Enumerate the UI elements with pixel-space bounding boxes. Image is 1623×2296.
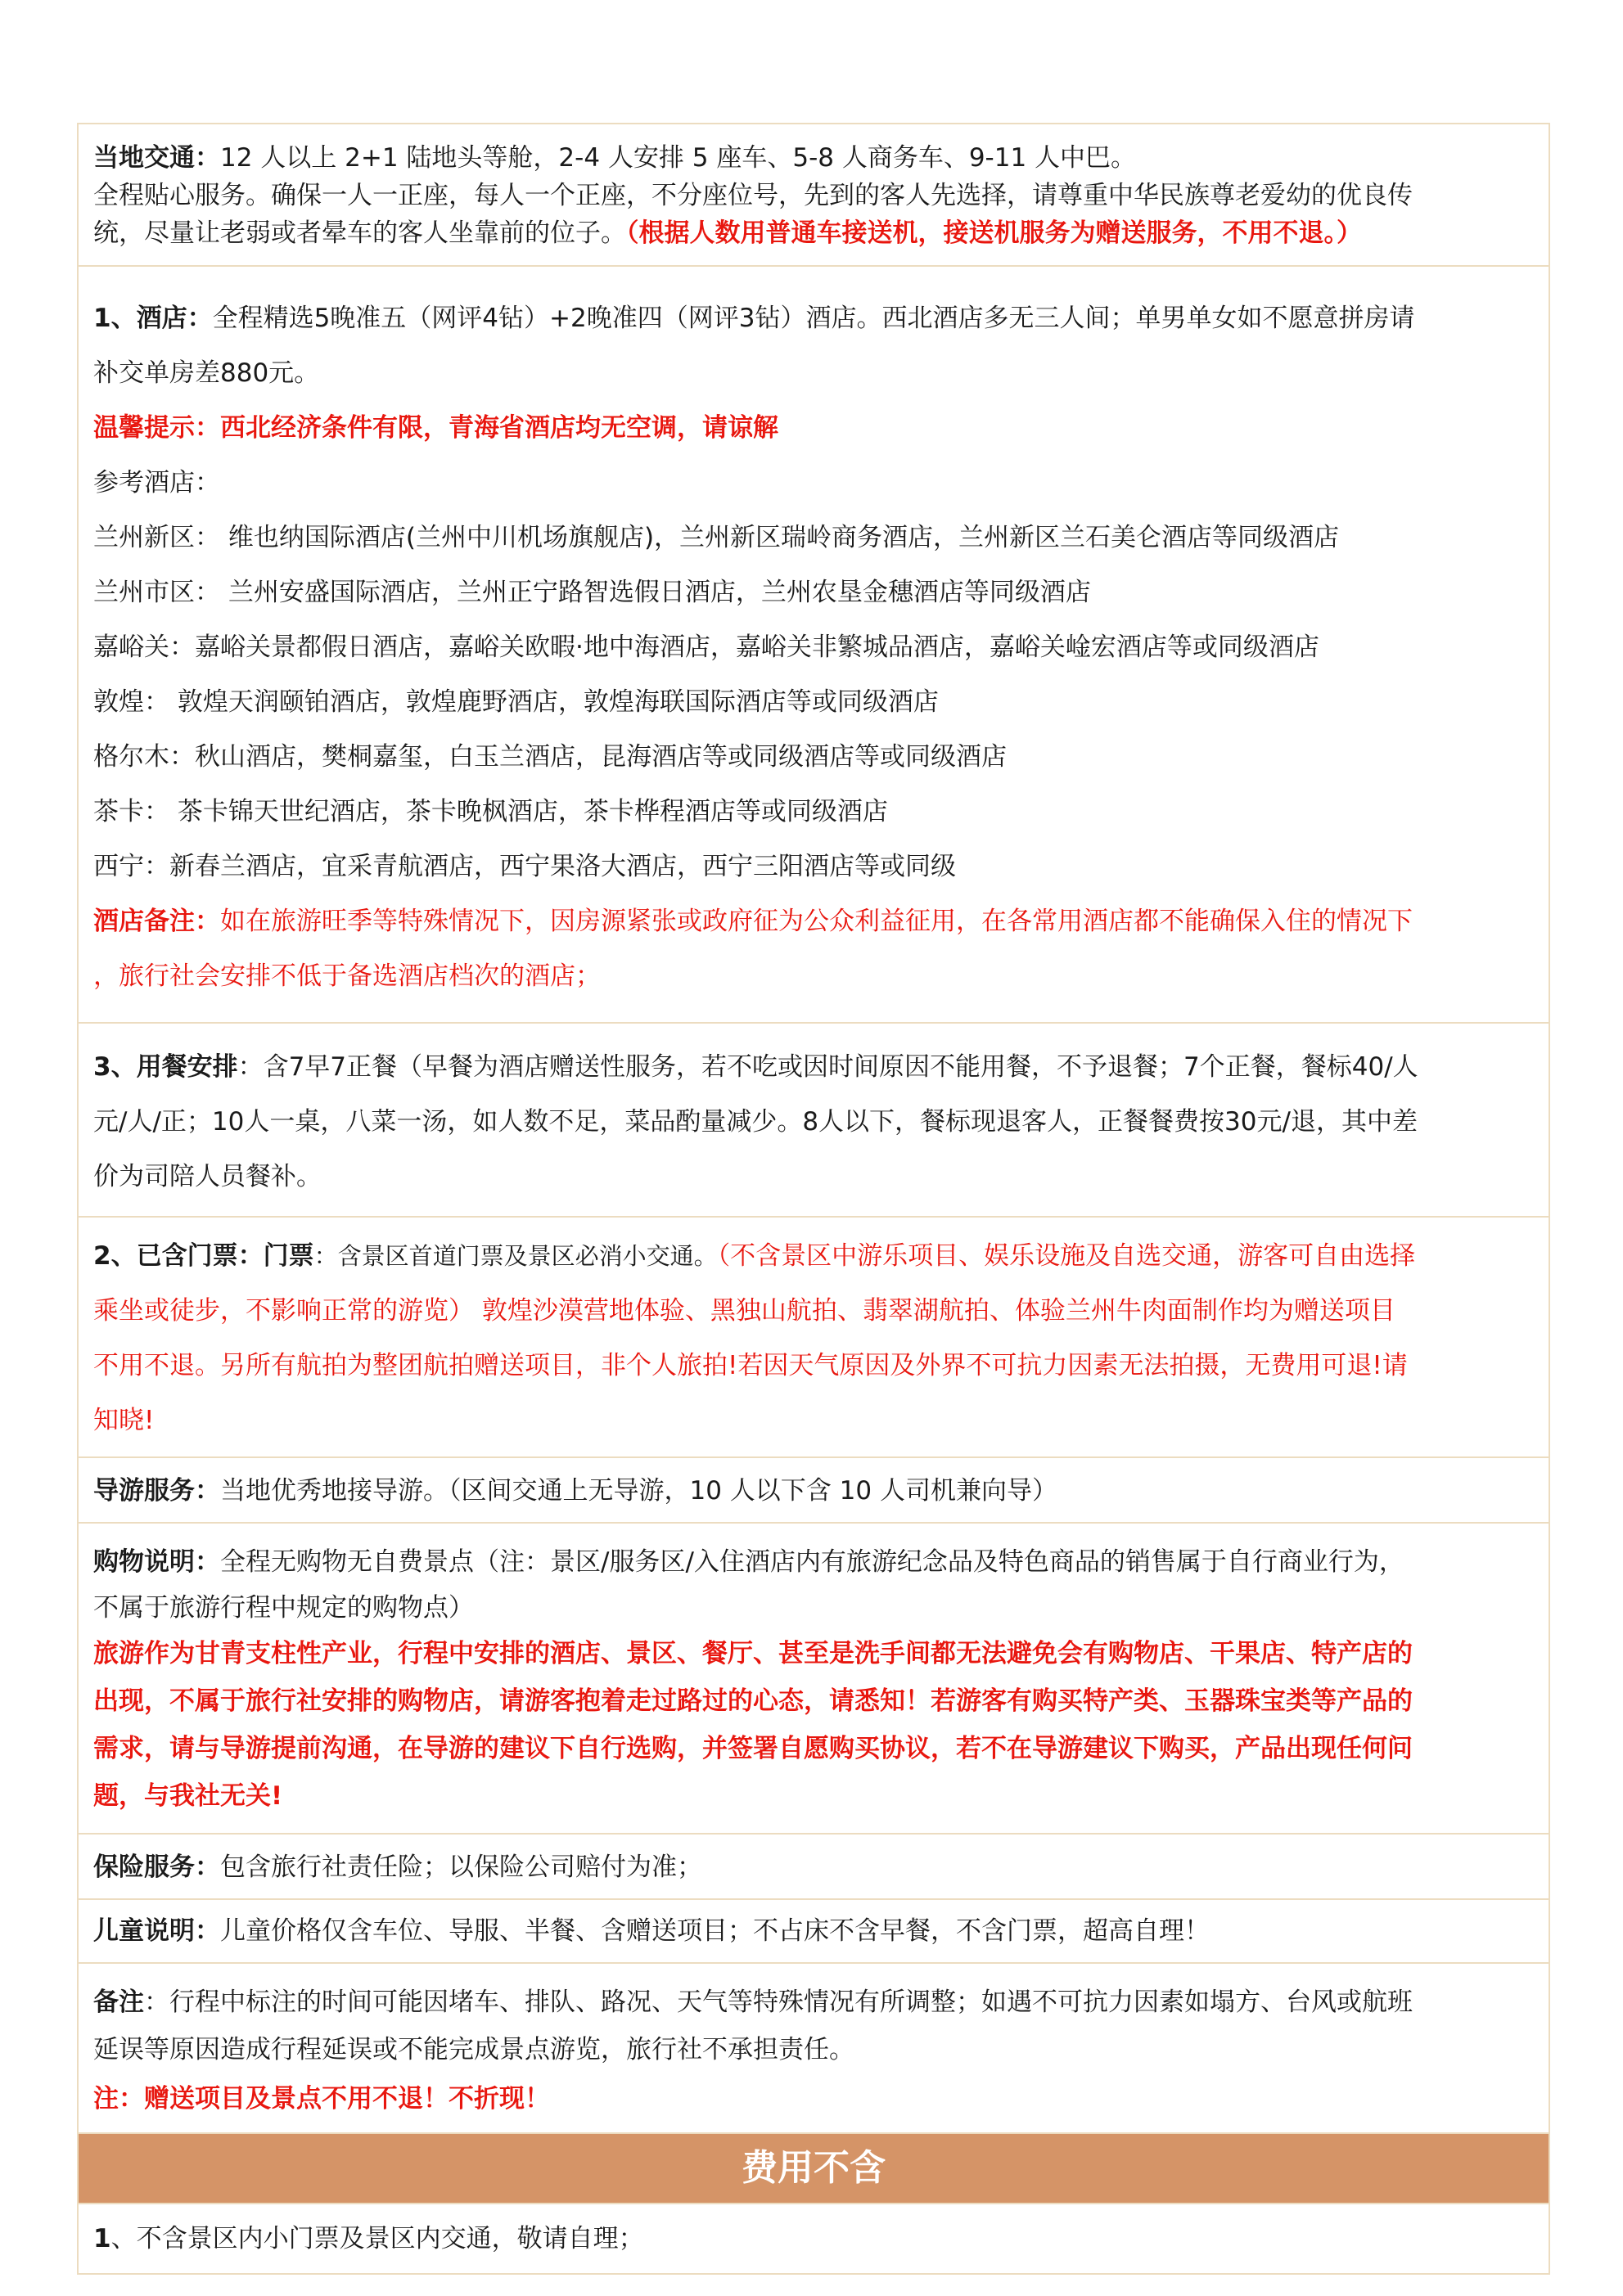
children-text: 儿童价格仅含车位、导服、半餐、含赠送项目；不占床不含早餐，不含门票，超高自理！ <box>220 1916 1210 1946</box>
hotel-warm-tip: 温馨提示：西北经济条件有限，青海省酒店均无空调，请谅解 <box>93 413 778 443</box>
hotel-reference-title: 参考酒店： <box>93 468 220 497</box>
meals-line2: 元/人/正；10人一桌，八菜一汤，如人数不足，菜品酌量减少。8人以下，餐标现退客人，正餐餐费按30元/退，其中差 <box>93 1107 1418 1137</box>
guide-section <box>79 1458 1549 1524</box>
transport-line2: 全程贴心服务。确保一人一正座，每人一个正座，不分座位号，先到的客人先选择，请尊重中华民族尊老爱幼的优良传 <box>93 181 1413 210</box>
transport-text: 12 人以上 2+1 陆地头等舱，2-4 人安排 5 座车、5-8 人商务车、9-11 人中巴。 <box>220 143 1137 173</box>
transport-line3: 统，尽量让老弱或者晕车的客人坐靠前的位子。 <box>93 218 626 248</box>
tickets-red3: 不用不退。另所有航拍为整团航拍赠送项目，非个人旅拍!若因天气原因及外界不可抗力因素无法拍摄，无费用可退!请 <box>93 1351 1408 1380</box>
remarks-label: 备注 <box>93 1988 144 2017</box>
remarks-line2: 延误等原因造成行程延误或不能完成景点游览，旅行社不承担责任。 <box>93 2035 854 2064</box>
meals-line1: ：含7早7正餐（早餐为酒店赠送性服务，若不吃或因时间原因不能用餐，不予退餐；7个正餐，餐标40/人 <box>237 1052 1418 1082</box>
hotel-remark-line1: 如在旅游旺季等特殊情况下，因房源紧张或政府征为公众利益征用，在各常用酒店都不能确保入住的情况下 <box>220 907 1413 936</box>
tickets-red1: （不含景区中游乐项目、娱乐设施及自选交通，游客可自由选择 <box>717 1241 1416 1271</box>
insurance-label: 保险服务： <box>93 1853 220 1882</box>
shopping-red3: 需求，请与导游提前沟通，在导游的建议下自行选购，并签署自愿购买协议，若不在导游建议下购买，产品出现任何问 <box>93 1734 1413 1763</box>
hotel-city-lanzhou: 兰州市区： 兰州安盛国际酒店，兰州正宁路智选假日酒店，兰州农垦金穗酒店等同级酒店 <box>93 578 1091 607</box>
tickets-label: 2、已含门票：门票 <box>93 1241 314 1271</box>
meals-line3: 价为司陪人员餐补。 <box>93 1162 322 1191</box>
hotel-line2: 补交单房差880元。 <box>93 358 320 388</box>
hotel-section <box>79 267 1549 1024</box>
children-label: 儿童说明： <box>93 1916 220 1946</box>
hotel-city-golmud: 格尔木：秋山酒店，樊桐嘉玺，白玉兰酒店，昆海酒店等或同级酒店等或同级酒店 <box>93 742 1007 772</box>
children-section <box>79 1900 1549 1964</box>
hotel-line1: 全程精选5晚准五（网评4钻）+2晚准四（网评3钻）酒店。西北酒店多无三人间；单男单女如不愿意拼房请 <box>212 304 1415 333</box>
shopping-line1: 全程无购物无自费景点（注：景区/服务区/入住酒店内有旅游纪念品及特色商品的销售属于自行商业行为， <box>220 1547 1404 1577</box>
guide-label: 导游服务： <box>93 1476 220 1506</box>
excluded-section <box>79 2204 1549 2273</box>
transport-note: （根据人数用普通车接送机，接送机服务为赠送服务，不用不退。） <box>626 218 1362 248</box>
shopping-red2: 出现，不属于旅行社安排的购物店，请游客抱着走过路过的心态，请悉知！若游客有购买特产类、玉器珠宝类等产品的 <box>93 1686 1413 1716</box>
meals-label: 3、用餐安排 <box>93 1052 238 1082</box>
tickets-red4: 知晓! <box>93 1406 155 1435</box>
excluded-banner: 费用不含 <box>79 2134 1549 2204</box>
hotel-city-jiayuguan: 嘉峪关：嘉峪关景都假日酒店，嘉峪关欧暇·地中海酒店，嘉峪关非繁城品酒店，嘉峪关崯宏酒店等或同级酒店 <box>93 633 1319 662</box>
tickets-text: ：含景区首道门票及景区必消小交通。 <box>313 1242 718 1270</box>
hotel-city-dunhuang: 敦煌： 敦煌天润颐铂酒店，敦煌鹿野酒店，敦煌海联国际酒店等或同级酒店 <box>93 687 939 717</box>
shopping-red4: 题，与我社无关! <box>93 1781 283 1811</box>
itinerary-table <box>77 123 1550 2275</box>
remarks-line1: ：行程中标注的时间可能因堵车、排队、路况、天气等特殊情况有所调整；如遇不可抗力因素如塌方、台风或航班 <box>144 1988 1413 2017</box>
shopping-section <box>79 1524 1549 1835</box>
hotel-city-chaka: 茶卡： 茶卡锦天世纪酒店，茶卡晚枫酒店，茶卡桦程酒店等或同级酒店 <box>93 797 888 826</box>
insurance-section <box>79 1835 1549 1900</box>
remarks-section <box>79 1964 1549 2134</box>
hotel-city-xining: 西宁：新春兰酒店，宜采青航酒店，西宁果洛大酒店，西宁三阳酒店等或同级 <box>93 852 956 881</box>
tickets-section <box>79 1218 1549 1458</box>
hotel-label: 1、酒店： <box>93 304 213 333</box>
guide-text: 当地优秀地接导游。（区间交通上无导游，10 人以下含 10 人司机兼向导） <box>220 1476 1057 1506</box>
shopping-red1: 旅游作为甘青支柱性产业，行程中安排的酒店、景区、餐厅、甚至是洗手间都无法避免会有购物店、干果店、特产店的 <box>93 1639 1413 1668</box>
shopping-label: 购物说明： <box>93 1547 220 1577</box>
meals-section <box>79 1024 1549 1218</box>
transport-label: 当地交通： <box>93 143 220 173</box>
remarks-note: 注：赠送项目及景点不用不退！不折现！ <box>93 2084 550 2114</box>
transport-section <box>79 124 1549 267</box>
shopping-line2: 不属于旅游行程中规定的购物点） <box>93 1593 474 1623</box>
insurance-text: 包含旅行社责任险；以保险公司赔付为准； <box>220 1853 702 1882</box>
hotel-remark-label: 酒店备注： <box>93 907 220 936</box>
tickets-red2: 乘坐或徒步，不影响正常的游览） 敦煌沙漠营地体验、黑独山航拍、翡翠湖航拍、体验兰州牛肉面制作均为赠送项目 <box>93 1296 1395 1326</box>
hotel-city-lanzhou-new: 兰州新区： 维也纳国际酒店(兰州中川机场旗舰店)，兰州新区瑞岭商务酒店，兰州新区兰石美仑酒店等同级酒店 <box>93 523 1340 552</box>
hotel-remark-line2: ，旅行社会安排不低于备选酒店档次的酒店； <box>93 961 601 991</box>
excluded-item1-label: 1 <box>93 2224 111 2253</box>
excluded-item1-text: 、不含景区内小门票及景区内交通，敬请自理； <box>110 2224 644 2253</box>
